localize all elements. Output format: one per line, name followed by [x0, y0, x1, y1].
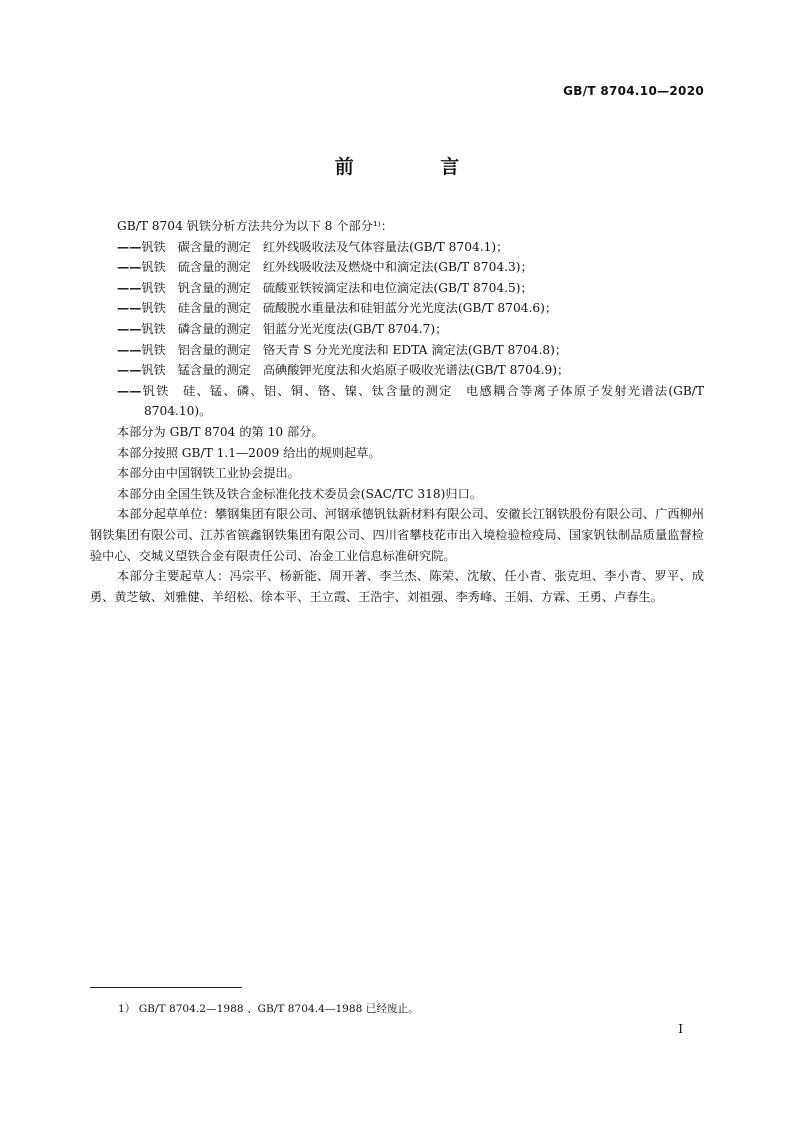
this-part-statement: 本部分为 GB/T 8704 的第 10 部分。: [117, 424, 324, 439]
list-item: ——钒铁 硅、锰、磷、铝、铜、铬、镍、钛含量的测定 电感耦合等离子体原子发射光谱法(GB/T 8704.10)。: [117, 383, 705, 419]
page-title: 前 言: [334, 156, 500, 178]
foreword-body: [90, 216, 704, 607]
list-item: ——钒铁 锰含量的测定 高碘酸钾光度法和火焰原子吸收光谱法(GB/T 8704.9)；: [117, 363, 570, 378]
drafting-units-paragraph: 本部分起草单位：攀钢集团有限公司、河钢承德钒钛新材料有限公司、安徽长江钢铁股份有限公司、广西柳州钢铁集团有限公司、江苏省镔鑫钢铁集团有限公司、四川省攀枝花市出入境检验检疫局、国家钒钛制品质量监督检验中心、交城义望铁合金有限责任公司、冶金工业信息标准研究院。: [90, 507, 704, 563]
list-item: ——钒铁 铝含量的测定 铬天青 S 分光光度法和 EDTA 滴定法(GB/T 8704.8)；: [117, 342, 568, 357]
footnote: 1） GB/T 8704.2—1988 、GB/T 8704.4—1988 已经废止。: [118, 1003, 419, 1015]
list-item: ——钒铁 硫含量的测定 红外线吸收法及燃烧中和滴定法(GB/T 8704.3)；: [117, 260, 533, 275]
footnote-divider: [90, 987, 242, 988]
list-item: ——钒铁 钒含量的测定 硫酸亚铁铵滴定法和电位滴定法(GB/T 8704.5)；: [117, 280, 533, 295]
list-item: ——钒铁 硅含量的测定 硫酸脱水重量法和硅钼蓝分光光度法(GB/T 8704.6)；: [117, 301, 558, 316]
drafters-paragraph: 本部分主要起草人：冯宗平、杨新能、周开著、李兰杰、陈荣、沈敏、任小青、张克坦、李小青、罗平、成勇、黄芝敏、刘雅健、羊绍松、徐本平、王立霞、王浩宇、刘祖强、李秀峰、王娟、方霖、王勇、卢春生。: [90, 569, 704, 604]
intro-paragraph: GB/T 8704 钒铁分析方法共分为以下 8 个部分¹⁾：: [117, 219, 393, 233]
standard-code: GB/T 8704.10—2020: [563, 84, 704, 98]
list-item: ——钒铁 磷含量的测定 钼蓝分光光度法(GB/T 8704.7)；: [117, 321, 448, 336]
drafting-rule-statement: 本部分按照 GB/T 1.1—2009 给出的规则起草。: [117, 445, 381, 460]
centralized-by-statement: 本部分由全国生铁及铁合金标准化技术委员会(SAC/TC 318)归口。: [117, 486, 482, 501]
list-item: ——钒铁 碳含量的测定 红外线吸收法及气体容量法(GB/T 8704.1)；: [117, 239, 509, 254]
page-number: I: [678, 1022, 683, 1036]
proposed-by-statement: 本部分由中国钢铁工业协会提出。: [117, 466, 300, 481]
